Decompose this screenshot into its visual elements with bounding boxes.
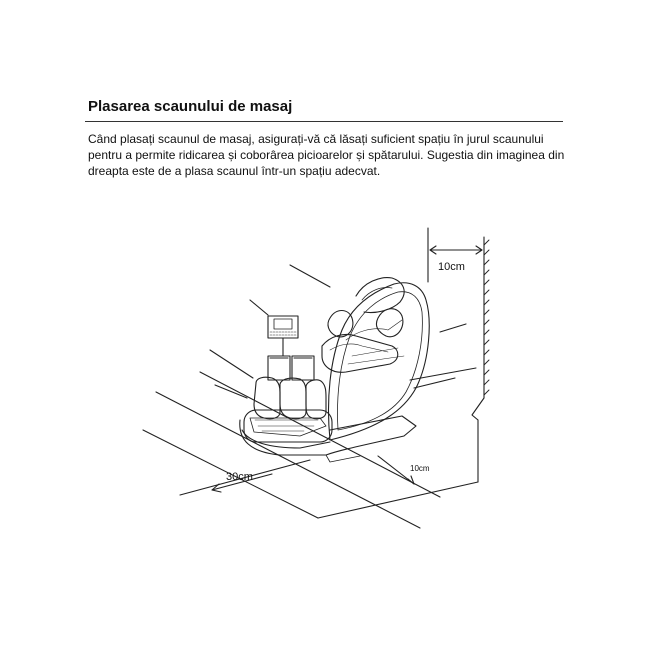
section-title: Plasarea scaunului de masaj <box>88 98 293 115</box>
dimension-arrows <box>212 246 482 492</box>
wall-gap-label: 10cm <box>438 261 465 273</box>
side-gap-label: 10cm <box>410 464 430 473</box>
massage-chair <box>240 278 429 462</box>
section-body: Când plasați scaunul de masaj, asigurați-vă că lăsați suficient spațiu în jurul scaunului pentru a permite ridicarea și coborârea picioarelor și spătarului. Sugestia din imaginea din dreapta este de a plasa scaunul într-un spațiu adecvat. <box>88 132 565 178</box>
front-gap-label: 30cm <box>226 471 253 483</box>
wall <box>428 228 489 398</box>
